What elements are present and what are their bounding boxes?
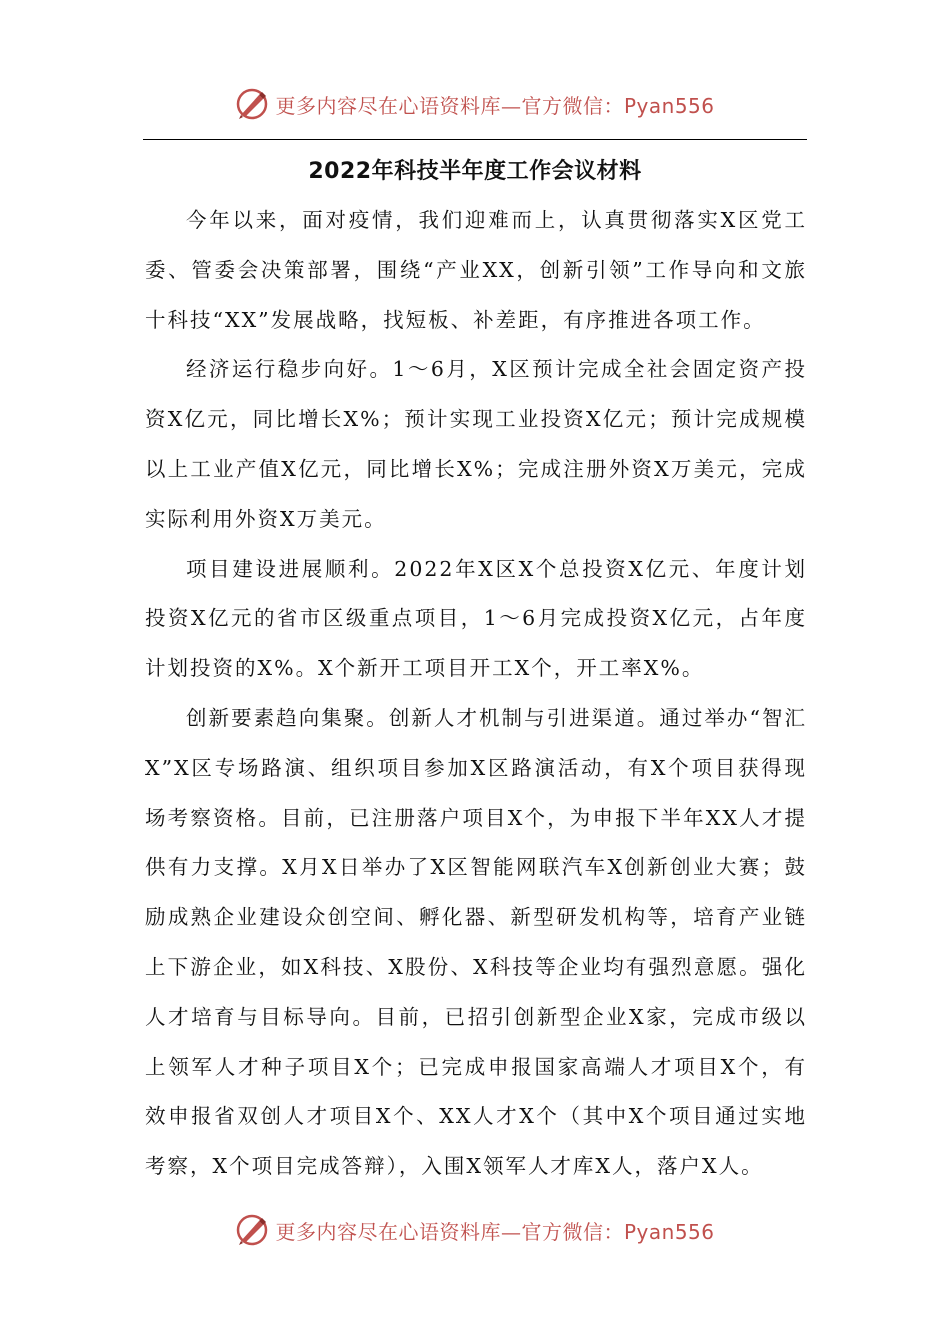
paragraph-innovation: 创新要素趋向集聚。创新人才机制与引进渠道。通过举办“智汇X”X区专场路演、组织项目参加X区路演活动，有X个项目获得现场考察资格。目前，已注册落户项目X个，为申报下半年XX人才提供有力支撑。X月X日举办了X区智能网联汽车X创新创业大赛；鼓励成熟企业建设众创空间、孵化器、新型研发机构等，培育产业链上下游企业，如X科技、X股份、X科技等企业均有强烈意愿。强化人才培育与目标导向。目前，已招引创新型企业X家，完成市级以上领军人才种子项目X个；已完成申报国家高端人才项目X个，有效申报省双创人才项目X个、XX人才X个（其中X个项目通过实地考察，X个项目完成答辩），入围X领军人才库X人，落户X人。 [145, 705, 807, 1179]
footer-wechat-id: Pyan556 [623, 1219, 715, 1244]
header-wechat-id: Pyan556 [623, 93, 715, 118]
header-rule [143, 139, 807, 140]
document-body [145, 196, 807, 1192]
header-wechat-label: 官方微信： [521, 93, 624, 118]
paragraph-intro: 今年以来，面对疫情，我们迎难而上，认真贯彻落实X区党工委、管委会决策部署，围绕“产业XX，创新引领”工作导向和文旅十科技“XX”发展战略，找短板、补差距，有序推进各项工作。 [145, 208, 807, 332]
footer-wechat-label: 官方微信： [521, 1219, 624, 1244]
paragraph-economy: 经济运行稳步向好。1～6月，X区预计完成全社会固定资产投资X亿元，同比增长X%；预计实现工业投资X亿元；预计完成规模以上工业产值X亿元，同比增长X%；完成注册外资X万美元，完成实际利用外资X万美元。 [145, 357, 807, 531]
footer-banner [0, 1210, 950, 1250]
document-title: 2022年科技半年度工作会议材料 [308, 159, 642, 184]
header-banner-text [275, 90, 714, 119]
paragraph-projects: 项目建设进展顺利。2022年X区X个总投资X亿元、年度计划投资X亿元的省市区级重点项目，1～6月完成投资X亿元，占年度计划投资的X%。X个新开工项目开工X个，开工率X%。 [145, 556, 807, 681]
header-banner [0, 84, 950, 124]
footer-dash: — [500, 1219, 522, 1244]
header-dash: — [500, 93, 522, 118]
pen-logo-icon [235, 1213, 269, 1247]
pen-logo-icon [235, 87, 269, 121]
footer-site-text: 更多内容尽在心语资料库 [275, 1219, 501, 1244]
header-site-text: 更多内容尽在心语资料库 [275, 93, 501, 118]
footer-banner-text [275, 1216, 714, 1245]
